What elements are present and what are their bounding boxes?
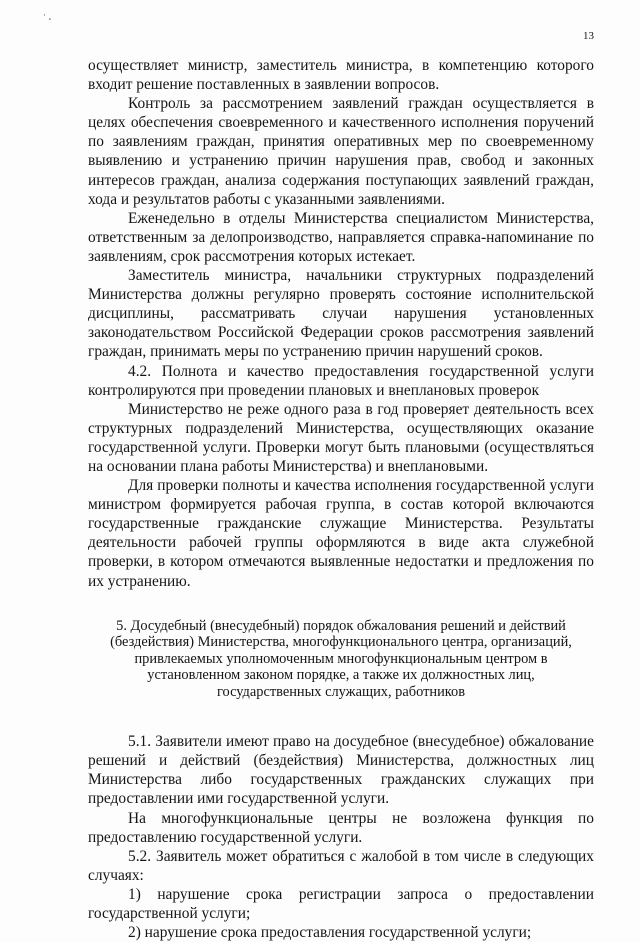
paragraphs-bottom [88, 732, 594, 942]
paragraph: 2) нарушение срока предоставления государственной услуги; [128, 924, 532, 942]
paragraph: Министерство не реже одного раза в год проверяет деятельность всех структурных подразделений Министерства, осуществляющих оказание государственной услуги. Проверки могут быть плановыми (осуществляться на основании плана работы Министерства) и внеплановыми. [88, 400, 594, 475]
document-body [88, 56, 594, 942]
paragraph: На многофункциональные центры не возложена функция по предоставлению государственной услуги. [88, 809, 594, 846]
paragraph: 1) нарушение срока регистрации запроса о предоставлении государственной услуги; [88, 885, 594, 922]
paragraphs-top [88, 56, 594, 591]
paragraph: Еженедельно в отделы Министерства специалистом Министерства, ответственным за делопроизводство, направляется справка-напоминание по заявлениям, срок рассмотрения которых истекает. [88, 209, 594, 265]
paragraph: 4.2. Полнота и качество предоставления государственной услуги контролируются при проведении плановых и внеплановых проверок [88, 362, 594, 399]
paragraph: Заместитель министра, начальники структурных подразделений Министерства должны регулярно проверять состояние исполнительской дисциплины, рассматривать случаи нарушения установленных законодательством Российской Федерации сроков рассмотрения заявлений граждан, принимать меры по устранению причин нарушений сроков. [88, 267, 594, 361]
page-number: 13 [583, 30, 594, 42]
paragraph: 5.1. Заявители имеют право на досудебное (внесудебное) обжалование решений и действий (бездействия) Министерства, должностных лиц Министерства либо государственных гражданских служащих при предоставлении ими государственной услуги. [88, 733, 594, 808]
paragraph: 5.2. Заявитель может обратиться с жалобой в том числе в следующих случаях: [88, 847, 594, 884]
paragraph: Для проверки полноты и качества исполнения государственной услуги министром формируется рабочая группа, в состав которой включаются государственные гражданские служащие Министерства. Результаты деятельности рабочей группы оформляются в виде акта служебной проверки, в котором отмечаются выявленные недостатки и предложения по их устранению. [88, 477, 594, 590]
paragraph: осуществляет министр, заместитель министра, в компетенцию которого входит решение поставленных в заявлении вопросов. [88, 57, 594, 94]
paragraph: Контроль за рассмотрением заявлений граждан осуществляется в целях обеспечения своевременного и качественного исполнения поручений по заявлениям граждан, принятия оперативных мер по своевременному выявлению и устранению причин нарушения прав, свобод и законных интересов граждан, анализа содержания поступающих заявлений граждан, хода и результатов работы с указанными заявлениями. [88, 95, 594, 208]
section-heading: 5. Досудебный (внесудебный) порядок обжалования решений и действий (бездействия) Министерства, многофункционального центра, организаций, привлекаемых уполномоченным многофункциональным центром в установленном законом порядке, а также их должностных лиц, государственных служащих, работников [110, 617, 572, 700]
corner-mark: · ¸ [43, 10, 52, 20]
